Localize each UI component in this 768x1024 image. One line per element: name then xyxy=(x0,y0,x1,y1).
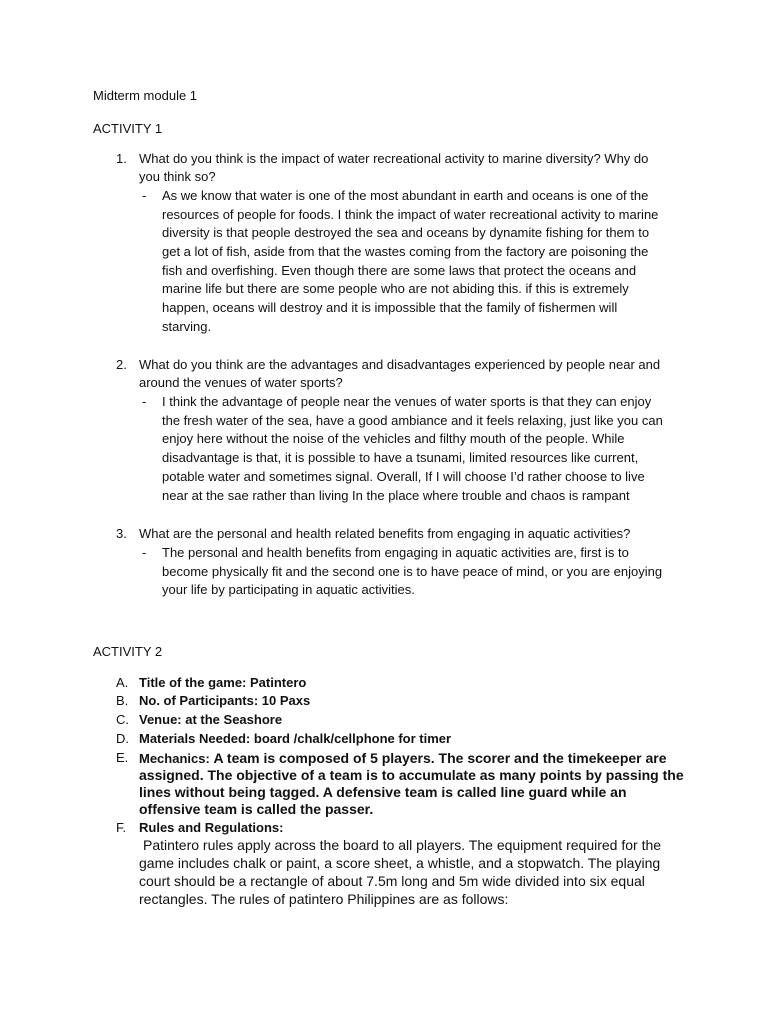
answer-3-bullet: - xyxy=(142,545,147,560)
answer-1-line: fish and overfishing. Even though there are some laws that protect the oceans and xyxy=(162,263,637,278)
answer-3-line: The personal and health benefits from engaging in aquatic activities are, first is to xyxy=(162,545,629,560)
answer-1-line: happen, oceans will destroy and it is impossible that the family of fishermen will xyxy=(162,300,618,315)
answer-2-line: enjoy here without the noise of the vehicles and filthy mouth of the people. While xyxy=(162,431,625,446)
answer-2-line: disadvantage is that, it is possible to have a tsunami, limited resources like current, xyxy=(162,450,639,465)
item-b-letter: B. xyxy=(116,693,129,708)
question-3-line: What are the personal and health related benefits from engaging in aquatic activities? xyxy=(139,526,631,541)
mechanics-label: Mechanics: xyxy=(139,751,210,766)
item-f-letter: F. xyxy=(116,820,127,835)
rules-line: game includes chalk or paint, a score sheet, a whistle, and a stopwatch. The playing xyxy=(139,855,661,871)
question-3-number: 3. xyxy=(116,526,127,541)
item-d-text: Materials Needed: board /chalk/cellphone for timer xyxy=(139,731,452,746)
question-1-line: What do you think is the impact of water recreational activity to marine diversity? Why do xyxy=(139,151,649,166)
answer-2-line: near at the sae rather than living In the place where trouble and chaos is rampant xyxy=(162,488,630,503)
answer-3-line: your life by participating in aquatic activities. xyxy=(162,582,415,597)
answer-2-bullet: - xyxy=(142,394,147,409)
item-a-text: Title of the game: Patintero xyxy=(139,675,307,690)
rules-line: court should be a rectangle of about 7.5m long and 5m wide divided into six equal xyxy=(139,873,645,889)
answer-2-line: the fresh water of the sea, have a good ambiance and it feels relaxing, just like you can xyxy=(162,413,663,428)
item-b-text: No. of Participants: 10 Paxs xyxy=(139,693,311,708)
answer-1-line: resources of people for foods. I think the impact of water recreational activity to marine xyxy=(162,207,659,222)
answer-1-line: As we know that water is one of the most abundant in earth and oceans is one of the xyxy=(162,188,649,203)
item-e-letter: E. xyxy=(116,750,129,765)
mechanics-line: A team is composed of 5 players. The scorer and the timekeeper are xyxy=(213,750,667,766)
answer-3-line: become physically fit and the second one is to have peace of mind, or you are enjoying xyxy=(162,564,663,579)
answer-2-line: I think the advantage of people near the venues of water sports is that they can enjoy xyxy=(162,394,652,409)
rules-line: rectangles. The rules of patintero Philippines are as follows: xyxy=(139,891,509,907)
answer-1-line: starving. xyxy=(162,319,212,334)
answer-1-line: diversity is that people destroyed the sea and oceans by dynamite fishing for them to xyxy=(162,225,650,240)
item-c-text: Venue: at the Seashore xyxy=(139,712,283,727)
answer-1-bullet: - xyxy=(142,188,147,203)
question-2-line: around the venues of water sports? xyxy=(139,375,343,390)
document-title: Midterm module 1 xyxy=(93,88,198,103)
mechanics-line: lines without being tagged. A defensive team is called line guard while an xyxy=(139,784,627,800)
activity-1-heading: ACTIVITY 1 xyxy=(93,121,163,136)
rules-label: Rules and Regulations: xyxy=(139,820,284,835)
question-1-line: you think so? xyxy=(139,169,216,184)
question-2-line: What do you think are the advantages and disadvantages experienced by people near and xyxy=(139,357,661,372)
answer-1-line: marine life but there are some people who are not abiding this. if this is extremely xyxy=(162,281,629,296)
question-2-number: 2. xyxy=(116,357,127,372)
item-a-letter: A. xyxy=(116,675,129,690)
item-d-letter: D. xyxy=(116,731,129,746)
question-1-number: 1. xyxy=(116,151,127,166)
answer-2-line: potable water and sometimes signal. Overall, If I will choose I’d rather choose to live xyxy=(162,469,645,484)
answer-1-line: get a lot of fish, aside from that the wastes coming from the factory are poisoning the xyxy=(162,244,649,259)
activity-2-heading: ACTIVITY 2 xyxy=(93,644,163,659)
mechanics-line: assigned. The objective of a team is to accumulate as many points by passing the xyxy=(139,767,684,783)
rules-line: Patintero rules apply across the board to all players. The equipment required for the xyxy=(143,837,662,853)
item-c-letter: C. xyxy=(116,712,129,727)
mechanics-line: offensive team is called the passer. xyxy=(139,801,374,817)
